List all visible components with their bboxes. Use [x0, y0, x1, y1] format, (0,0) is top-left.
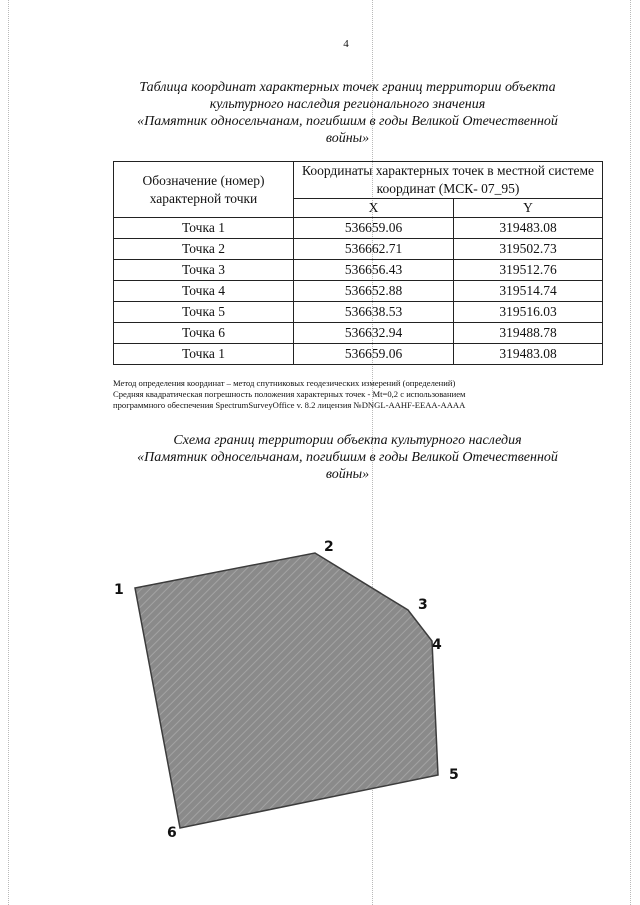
cell-y: 319488.78	[454, 323, 603, 344]
cell-point: Точка 6	[114, 323, 294, 344]
cell-x: 536659.06	[294, 344, 454, 365]
cell-y: 319512.76	[454, 260, 603, 281]
note-line: Средняя квадратическая погрешность положения характерных точек - Mt=0,2 с использованием	[113, 389, 466, 399]
page-number: 4	[343, 38, 349, 50]
scheme-title-line: «Памятник односельчанам, погибшим в годы Великой Отечественной	[137, 450, 558, 465]
point-label-1: 1	[114, 582, 124, 598]
header-point-designation: Обозначение (номер) характерной точки	[114, 162, 294, 218]
cell-point: Точка 4	[114, 281, 294, 302]
cell-x: 536656.43	[294, 260, 454, 281]
header-y: Y	[454, 199, 603, 218]
cell-point: Точка 3	[114, 260, 294, 281]
cell-y: 319483.08	[454, 344, 603, 365]
header-coordinates: Координаты характерных точек в местной системе координат (МСК- 07_95)	[294, 162, 603, 199]
table-title-line: культурного наследия регионального значения	[209, 97, 486, 112]
cell-x: 536638.53	[294, 302, 454, 323]
territory-boundary-polygon	[135, 553, 438, 828]
point-label-4: 4	[432, 637, 442, 653]
cell-point: Точка 1	[114, 344, 294, 365]
cell-y: 319502.73	[454, 239, 603, 260]
cell-x: 536652.88	[294, 281, 454, 302]
note-line: программного обеспечения SpectrumSurveyOffice v. 8.2 лицензия №DNGL-AAHF-EEAA-AAAA	[113, 400, 466, 410]
cell-y: 319514.74	[454, 281, 603, 302]
table-title-line: Таблица координат характерных точек границ территории объекта	[139, 80, 556, 95]
cell-x: 536659.06	[294, 218, 454, 239]
cell-y: 319483.08	[454, 218, 603, 239]
table-title-line: «Памятник односельчанам, погибшим в годы Великой Отечественной	[137, 114, 558, 129]
point-label-5: 5	[449, 767, 459, 783]
scheme-title-line: Схема границ территории объекта культурного наследия	[173, 433, 522, 448]
note-line: Метод определения координат – метод спутниковых геодезических измерений (определений)	[113, 378, 456, 388]
cell-x: 536632.94	[294, 323, 454, 344]
scheme-title-line: войны»	[325, 467, 370, 482]
cell-point: Точка 2	[114, 239, 294, 260]
cell-y: 319516.03	[454, 302, 603, 323]
point-label-6: 6	[167, 825, 177, 841]
point-label-2: 2	[324, 539, 334, 555]
cell-x: 536662.71	[294, 239, 454, 260]
cell-point: Точка 1	[114, 218, 294, 239]
point-label-3: 3	[418, 597, 428, 613]
header-x: X	[294, 199, 454, 218]
cell-point: Точка 5	[114, 302, 294, 323]
table-title-line: войны»	[325, 131, 370, 146]
